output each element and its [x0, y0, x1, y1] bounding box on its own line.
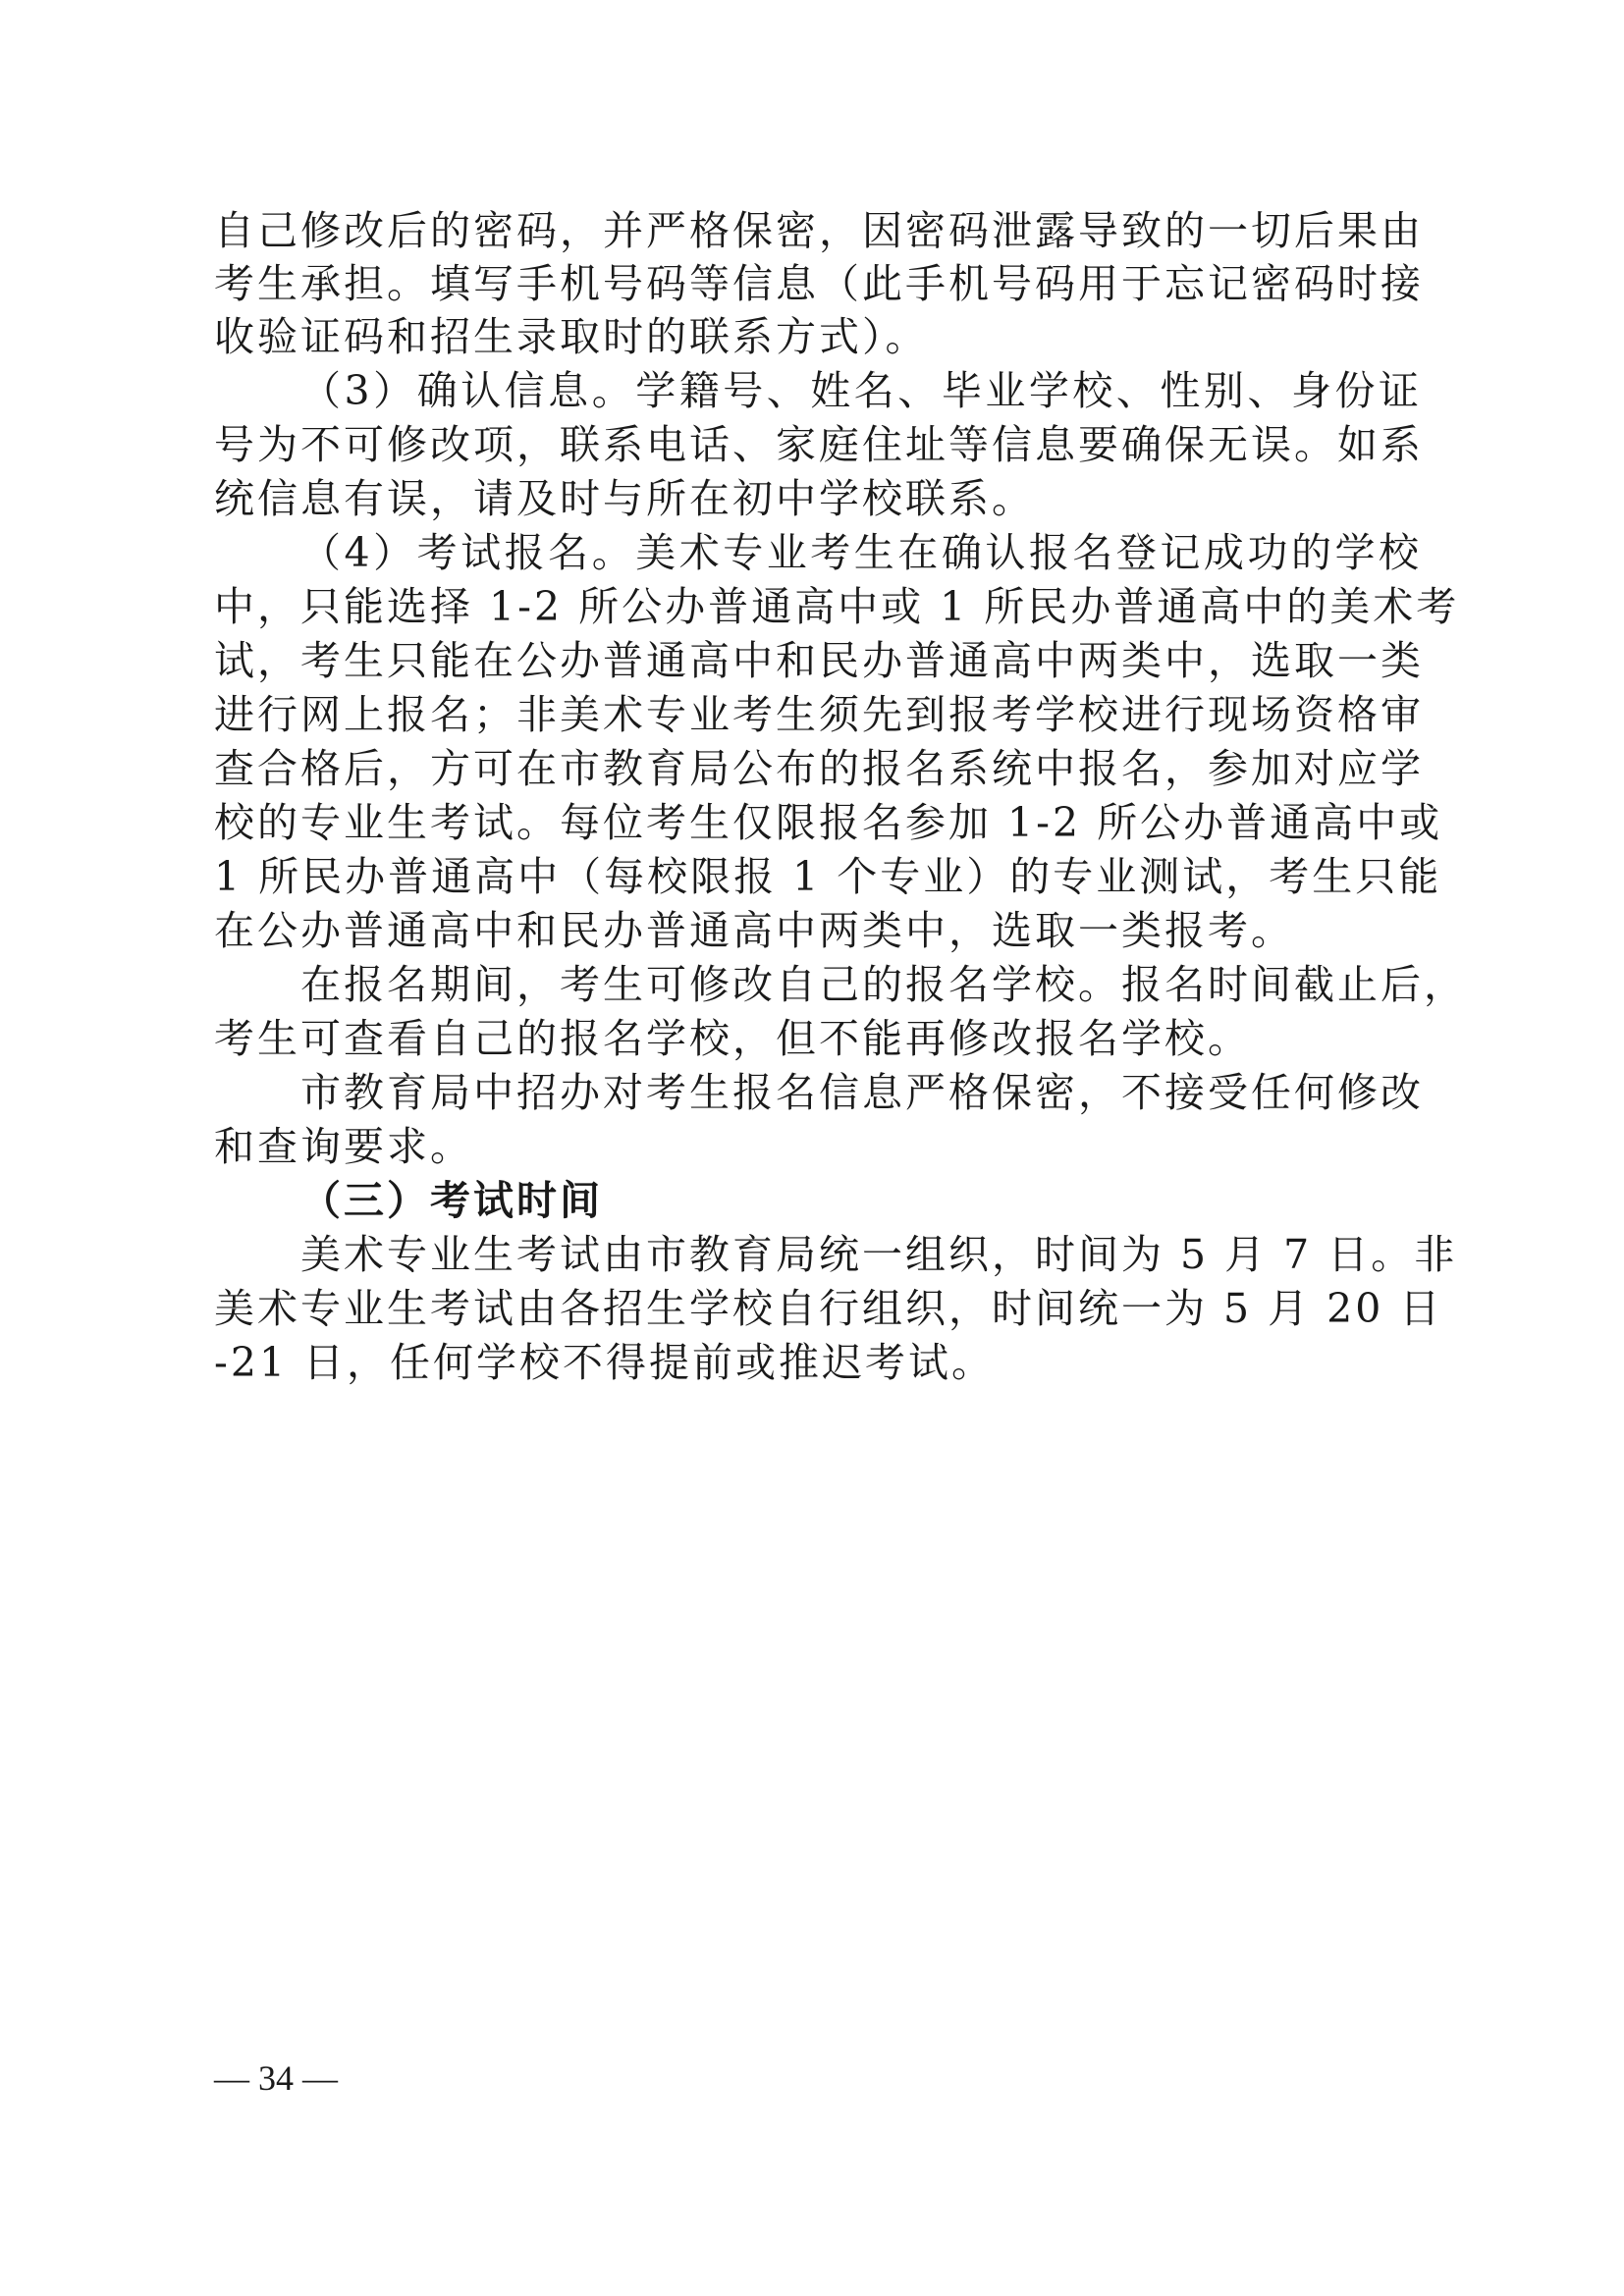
- paragraph-line: 市教育局中招办对考生报名信息严格保密，不接受任何修改: [300, 1069, 1424, 1116]
- paragraph-line: 试，考生只能在公办普通高中和民办普通高中两类中，选取一类: [214, 637, 1424, 684]
- paragraph-line: （4）考试报名。美术专业考生在确认报名登记成功的学校: [300, 529, 1422, 576]
- paragraph-line: 美术专业生考试由各招生学校自行组织，时间统一为 5 月 20 日: [214, 1285, 1443, 1332]
- paragraph-line: 自己修改后的密码，并严格保密，因密码泄露导致的一切后果由: [214, 207, 1424, 254]
- paragraph-line: 收验证码和招生录取时的联系方式）。: [214, 313, 929, 360]
- paragraph-line: 进行网上报名；非美术专业考生须先到报考学校进行现场资格审: [214, 691, 1424, 738]
- paragraph-line: -21 日，任何学校不得提前或推迟考试。: [214, 1339, 996, 1386]
- paragraph-line: 考生承担。填写手机号码等信息（此手机号码用于忘记密码时接: [214, 260, 1424, 307]
- paragraph-line: 查合格后，方可在市教育局公布的报名系统中报名，参加对应学: [214, 745, 1424, 792]
- paragraph-line: 1 所民办普通高中（每校限报 1 个专业）的专业测试，考生只能: [214, 853, 1442, 900]
- paragraph-line: 校的专业生考试。每位考生仅限报名参加 1-2 所公办普通高中或: [214, 799, 1443, 846]
- paragraph-line: 在报名期间，考生可修改自己的报名学校。报名时间截止后，: [300, 961, 1467, 1008]
- section-heading: （三）考试时间: [300, 1177, 603, 1224]
- paragraph-line: 美术专业生考试由市教育局统一组织，时间为 5 月 7 日。非: [300, 1231, 1458, 1278]
- paragraph-line: （3）确认信息。学籍号、姓名、毕业学校、性别、身份证: [300, 367, 1422, 414]
- paragraph-line: 考生可查看自己的报名学校，但不能再修改报名学校。: [214, 1015, 1251, 1062]
- paragraph-line: 在公办普通高中和民办普通高中两类中，选取一类报考。: [214, 907, 1294, 954]
- page-number: — 34 —: [214, 2058, 338, 2098]
- paragraph-line: 中，只能选择 1-2 所公办普通高中或 1 所民办普通高中的美术考: [214, 583, 1460, 630]
- paragraph-line: 和查询要求。: [214, 1123, 473, 1170]
- paragraph-line: 号为不可修改项，联系电话、家庭住址等信息要确保无误。如系: [214, 421, 1424, 468]
- paragraph-line: 统信息有误，请及时与所在初中学校联系。: [214, 475, 1035, 522]
